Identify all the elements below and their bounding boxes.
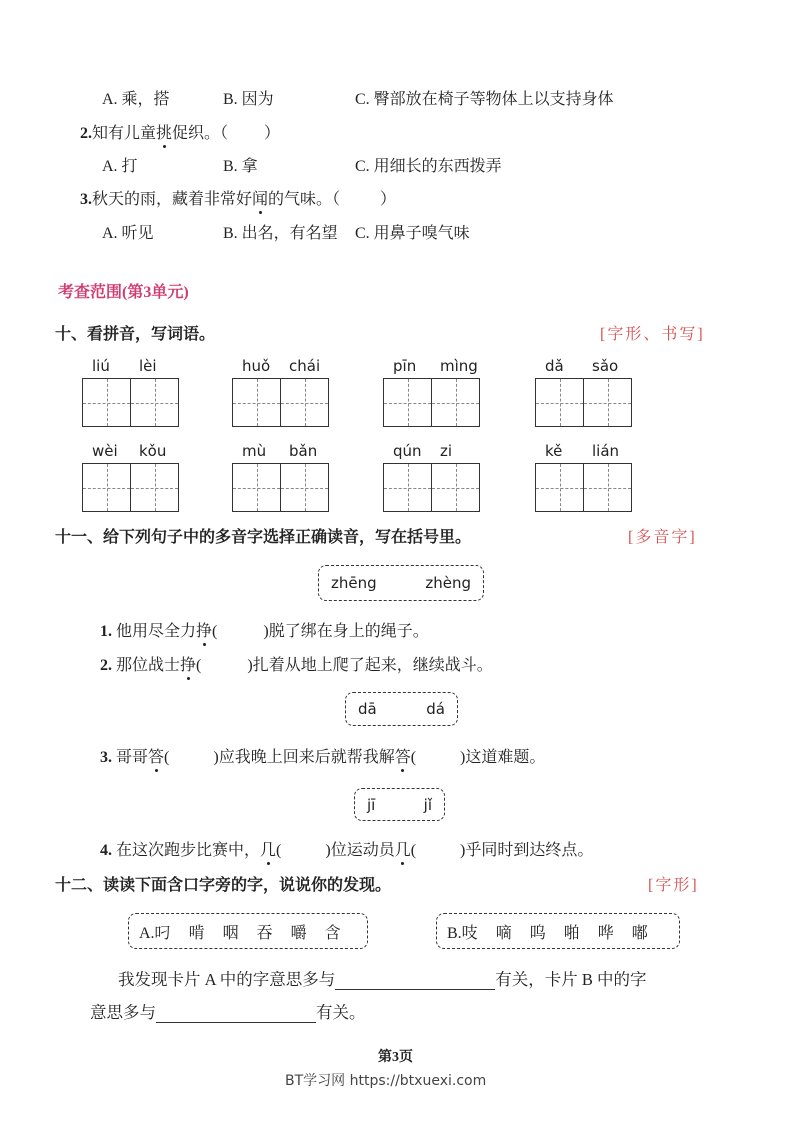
q1-option-b: B. 因为 xyxy=(223,91,274,108)
writing-cell[interactable] xyxy=(583,378,632,427)
pinyin-choice-box: jī jǐ xyxy=(354,788,445,821)
pinyin-label: liú xyxy=(92,357,110,375)
answer-blank-b[interactable] xyxy=(156,1006,316,1023)
q2-option-c: C. 用细长的东西拨弄 xyxy=(355,158,502,175)
pinyin-label: zi xyxy=(440,442,453,460)
pinyin-label: kě xyxy=(545,442,563,460)
section-10-tag: [字形、书写] xyxy=(600,326,705,343)
pinyin-label: huǒ xyxy=(242,357,271,375)
answer-blank-a[interactable] xyxy=(335,973,495,990)
q2-option-a: A. 打 xyxy=(102,158,138,175)
writing-cell[interactable] xyxy=(82,378,131,427)
writing-cell[interactable] xyxy=(280,463,329,512)
writing-cell[interactable] xyxy=(130,378,179,427)
sentence-1: 1. 他用尽全力挣( )脱了绑在身上的绳子。 xyxy=(100,623,429,640)
pinyin-label: bǎn xyxy=(289,442,318,460)
card-b: B.吱 嘀 呜 啪 哗 嘟 xyxy=(436,913,680,949)
writing-cell[interactable] xyxy=(383,463,432,512)
tian-grid xyxy=(536,378,632,427)
pinyin-label: lèi xyxy=(139,357,157,375)
sentence-4: 4. 在这次跑步比赛中，几( )位运动员几( )乎同时到达终点。 xyxy=(100,842,594,859)
watermark: BT学习网 https://btxuexi.com xyxy=(285,1073,487,1089)
writing-cell[interactable] xyxy=(535,378,584,427)
pinyin-label: kǒu xyxy=(139,442,167,460)
section-11-tag: [多音字] xyxy=(628,529,697,546)
writing-cell[interactable] xyxy=(280,378,329,427)
question-2: 2.知有儿童挑促织。（ ） xyxy=(80,125,281,142)
page-number: 第3页 xyxy=(378,1050,413,1065)
pinyin-label: qún xyxy=(393,442,422,460)
pinyin-label: mù xyxy=(242,442,267,460)
writing-cell[interactable] xyxy=(130,463,179,512)
writing-cell[interactable] xyxy=(431,378,480,427)
q3-option-b: B. 出名，有名望 xyxy=(223,225,338,242)
section-10-title: 十、看拼音，写词语。 xyxy=(55,326,216,343)
pinyin-label: chái xyxy=(289,357,321,375)
q3-option-c: C. 用鼻子嗅气味 xyxy=(355,225,470,242)
section-12-title: 十二、读读下面含口字旁的字，说说你的发现。 xyxy=(55,877,392,894)
pinyin-choice-box: zhēng zhèng xyxy=(318,565,484,601)
tian-grid xyxy=(233,463,329,512)
question-3: 3.秋天的雨，藏着非常好闻的气味。（ ） xyxy=(80,191,397,208)
pinyin-label: dǎ xyxy=(545,357,564,375)
writing-cell[interactable] xyxy=(82,463,131,512)
sentence-3: 3. 哥哥答( )应我晚上回来后就帮我解答( )这道难题。 xyxy=(100,749,546,766)
writing-cell[interactable] xyxy=(431,463,480,512)
tian-grid xyxy=(83,378,179,427)
writing-cell[interactable] xyxy=(383,378,432,427)
discovery-line-1: 我发现卡片 A 中的字意思多与 有关，卡片 B 中的字 xyxy=(118,970,647,989)
q1-option-c: C. 臀部放在椅子等物体上以支持身体 xyxy=(355,91,614,108)
tian-grid xyxy=(83,463,179,512)
writing-cell[interactable] xyxy=(232,378,281,427)
q1-option-a: A. 乘，搭 xyxy=(102,91,170,108)
writing-cell[interactable] xyxy=(583,463,632,512)
scope-title: 考查范围(第3单元) xyxy=(58,284,189,301)
tian-grid xyxy=(384,378,480,427)
sentence-2: 2. 那位战士挣( )扎着从地上爬了起来，继续战斗。 xyxy=(100,657,493,674)
discovery-line-2: 意思多与 有关。 xyxy=(90,1003,366,1022)
writing-cell[interactable] xyxy=(535,463,584,512)
pinyin-choice-box: dā dá xyxy=(345,692,458,726)
pinyin-label: wèi xyxy=(92,442,118,460)
tian-grid xyxy=(384,463,480,512)
q2-option-b: B. 拿 xyxy=(223,158,258,175)
card-a: A.叼 啃 咽 吞 嚼 含 xyxy=(128,913,368,949)
writing-cell[interactable] xyxy=(232,463,281,512)
pinyin-label: lián xyxy=(592,442,620,460)
section-12-tag: [字形] xyxy=(648,877,699,894)
pinyin-label: pīn xyxy=(393,357,417,375)
pinyin-label: sǎo xyxy=(592,357,619,375)
section-11-title: 十一、给下列句子中的多音字选择正确读音，写在括号里。 xyxy=(55,529,472,546)
tian-grid xyxy=(233,378,329,427)
tian-grid xyxy=(536,463,632,512)
pinyin-label: mìng xyxy=(440,357,478,375)
q3-option-a: A. 听见 xyxy=(102,225,154,242)
